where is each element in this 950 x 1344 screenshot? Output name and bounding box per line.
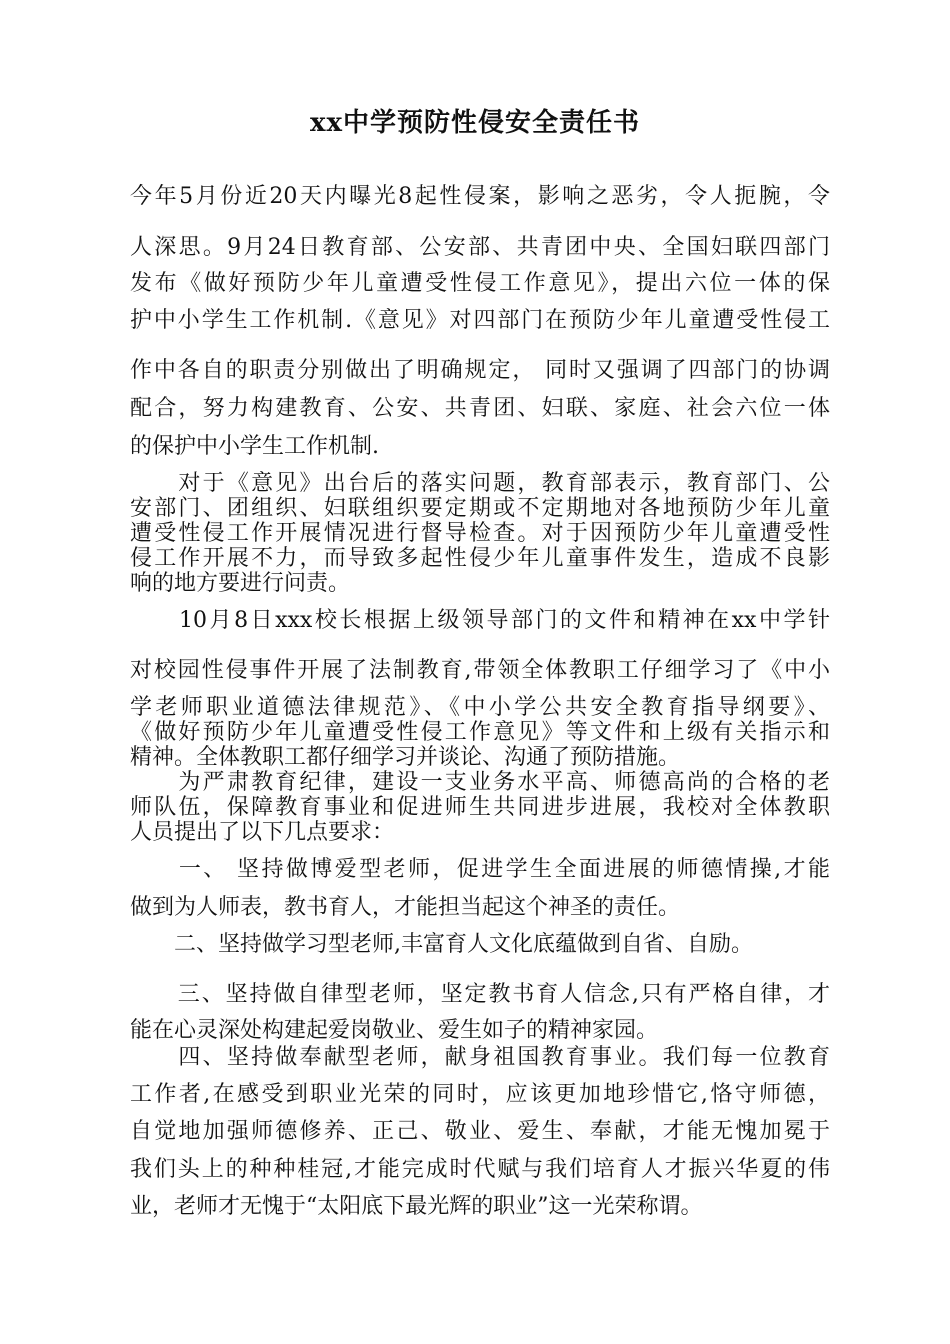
text-line-26: 四、坚持做奉献型老师，献身祖国教育事业。我们每一位教育 (130, 1045, 830, 1070)
text-line-6: 配合，努力构建教育、公安、共青团、妇联、家庭、社会六位一体 (130, 396, 830, 421)
text-line-9: 安部门、团组织、妇联组织要定期或不定期地对各地预防少年儿童 (130, 496, 830, 521)
text-line-16: 《做好预防少年儿童遭受性侵工作意见》等文件和上级有关指示和 (130, 720, 830, 745)
text-line-15: 学老师职业道德法律规范》、《中小学公共安全教育指导纲要》、 (130, 695, 830, 720)
text-line-14: 对校园性侵事件开展了法制教育,带领全体教职工仔细学习了《中小 (130, 658, 830, 683)
text-line-10: 遭受性侵工作开展情况进行督导检查。对于因预防少年儿童遭受性 (130, 521, 830, 546)
text-line-22: 做到为人师表，教书育人，才能担当起这个神圣的责任。 (130, 895, 681, 920)
text-line-29: 我们头上的种种桂冠,才能完成时代赋与我们培育人才振兴华夏的伟 (130, 1157, 830, 1182)
text-line-23: 二、坚持做学习型老师,丰富育人文化底蕴做到自省、自励。 (130, 932, 753, 957)
text-line-30: 业，老师才无愧于“太阳底下最光辉的职业”这一光荣称谓。 (130, 1194, 703, 1219)
text-line-17: 精神。全体教职工都仔细学习并谈论、沟通了预防措施。 (130, 745, 681, 770)
text-line-1: 今年5月份近20天内曝光8起性侵案，影响之恶劣，令人扼腕，令 (130, 184, 830, 209)
text-line-25: 能在心灵深处构建起爱岗敬业、爱生如子的精神家园。 (130, 1018, 659, 1043)
text-line-24: 三、坚持做自律型老师，坚定教书育人信念,只有严格自律，才 (130, 982, 830, 1007)
document-title: xx中学预防性侵安全责任书 (309, 108, 640, 138)
text-line-5: 作中各自的职责分别做出了明确规定， 同时又强调了四部门的协调 (130, 358, 830, 383)
text-line-20: 人员提出了以下几点要求： (130, 820, 395, 845)
text-line-3: 发布《做好预防少年儿童遭受性侵工作意见》，提出六位一体的保 (130, 271, 830, 296)
text-line-19: 师队伍，保障教育事业和促进师生共同进步进展，我校对全体教职 (130, 795, 830, 820)
text-line-18: 为严肃教育纪律，建设一支业务水平高、师德高尚的合格的老 (130, 770, 830, 795)
text-line-4: 护中小学生工作机制.《意见》对四部门在预防少年儿童遭受性侵工 (130, 308, 830, 333)
text-line-13: 10月8日xxx校长根据上级领导部门的文件和精神在xx中学针 (130, 608, 830, 633)
text-line-11: 侵工作开展不力，而导致多起性侵少年儿童事件发生，造成不良影 (130, 546, 830, 571)
text-line-28: 自觉地加强师德修养、正己、敬业、爱生、奉献，才能无愧加冕于 (130, 1119, 830, 1144)
text-line-12: 响的地方要进行问责。 (130, 571, 351, 596)
text-line-7: 的保护中小学生工作机制. (130, 434, 379, 459)
text-line-27: 工作者,在感受到职业光荣的同时，应该更加地珍惜它,恪守师德， (130, 1082, 830, 1107)
text-line-8: 对于《意见》出台后的落实问题，教育部表示，教育部门、公 (130, 471, 830, 496)
text-line-21: 一、 坚持做博爱型老师，促进学生全面进展的师德情操,才能 (130, 857, 830, 882)
text-line-2: 人深思。9月24日教育部、公安部、共青团中央、全国妇联四部门 (130, 235, 830, 260)
